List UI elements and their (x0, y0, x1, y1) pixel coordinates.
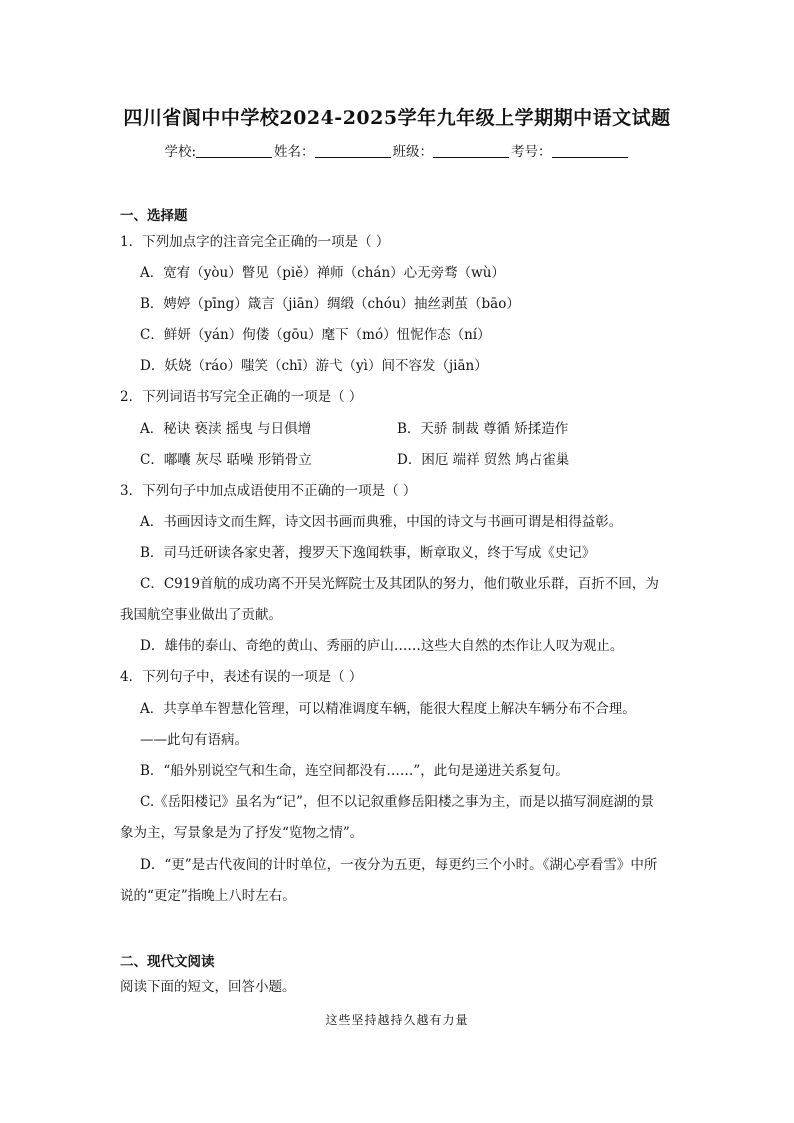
exam-no-label: 考号： (511, 144, 552, 160)
class-blank (433, 143, 509, 158)
question-1-option-d: D．妖娆（ráo）嗤笑（chī）游弋（yì）间不容发（jiān） (140, 358, 488, 374)
question-2-option-b: B．天骄 制裁 尊循 矫揉造作 (397, 421, 569, 437)
question-1-option-b: B．娉婷（pīng）箴言（jiān）绸缎（chóu）抽丝剥茧（bāo） (140, 296, 520, 312)
question-4-option-d: D．“更”是古代夜间的计时单位，一夜分为五更，每更约三个小时。《湖心亭看雪》中所 (140, 857, 658, 873)
question-2-option-c: C．嘟囔 灰尽 聒噪 形销骨立 (140, 452, 312, 468)
question-3-option-b: B．司马迁研读各家史著，搜罗天下逸闻轶事，断章取义，终于写成《史记》 (140, 545, 596, 561)
question-3-stem: 3．下列句子中加点成语使用不正确的一项是（ ） (120, 483, 417, 499)
question-1-option-c: C．鲜妍（yán）佝偻（gōu）麾下（mó）忸怩作态（ní） (140, 327, 491, 343)
exam-no-blank (552, 143, 628, 158)
question-4-option-d-continued: 说的“更定”指晚上八时左右。 (120, 888, 296, 904)
student-info-line (0, 140, 794, 160)
question-2-option-d: D．困厄 端祥 贸然 鸠占雀巢 (397, 452, 570, 468)
question-4-option-c: C.《岳阳楼记》虽名为“记”，但不以记叙重修岳阳楼之事为主，而是以描写洞庭湖的景 (140, 794, 654, 810)
question-3-option-c: C．C919首航的成功离不开吴光辉院士及其团队的努力，他们敬业乐群，百折不回，为 (140, 576, 659, 592)
question-3-option-c-continued: 我国航空事业做出了贡献。 (120, 607, 282, 623)
page-title: 四川省阆中中学校2024-2025学年九年级上学期期中语文试题 (123, 107, 671, 129)
question-3-option-d: D．雄伟的泰山、奇绝的黄山、秀丽的庐山……这些大自然的杰作让人叹为观止。 (140, 638, 624, 654)
question-4-stem: 4．下列句子中，表述有误的一项是（ ） (120, 669, 363, 685)
question-1-stem: 1．下列加点字的注音完全正确的一项是（ ） (120, 234, 390, 250)
question-2-option-a: A．秘诀 亵渎 摇曳 与日俱增 (140, 421, 312, 437)
section-heading-reading: 二、现代文阅读 (120, 954, 215, 970)
name-blank (315, 143, 391, 158)
question-2-stem: 2．下列词语书写完全正确的一项是（ ） (120, 389, 363, 405)
class-label: 班级： (392, 144, 434, 160)
name-label: 姓名： (274, 144, 315, 160)
question-4-option-b: B．“船外别说空气和生命，连空间都没有……”，此句是递进关系复句。 (140, 763, 569, 779)
question-4-option-a-note: ——此句有语病。 (140, 732, 248, 748)
reading-intro: 阅读下面的短文，回答小题。 (120, 979, 296, 995)
school-label: 学校: (164, 144, 197, 160)
question-4-option-c-continued: 象为主，写景象是为了抒发“览物之情”。 (120, 825, 364, 841)
school-blank (196, 143, 272, 158)
article-title: 这些坚持越持久越有力量 (325, 1013, 469, 1027)
section-heading-choice: 一、选择题 (120, 208, 188, 224)
question-1-option-a: A．宽宥（yòu）瞥见（piě）禅师（chán）心无旁骛（wù） (140, 265, 505, 281)
question-4-option-a: A．共享单车智慧化管理，可以精准调度车辆，能很大程度上解决车辆分布不合理。 (140, 701, 636, 717)
question-3-option-a: A．书画因诗文而生辉，诗文因书画而典雅，中国的诗文与书画可谓是相得益彰。 (140, 514, 623, 530)
